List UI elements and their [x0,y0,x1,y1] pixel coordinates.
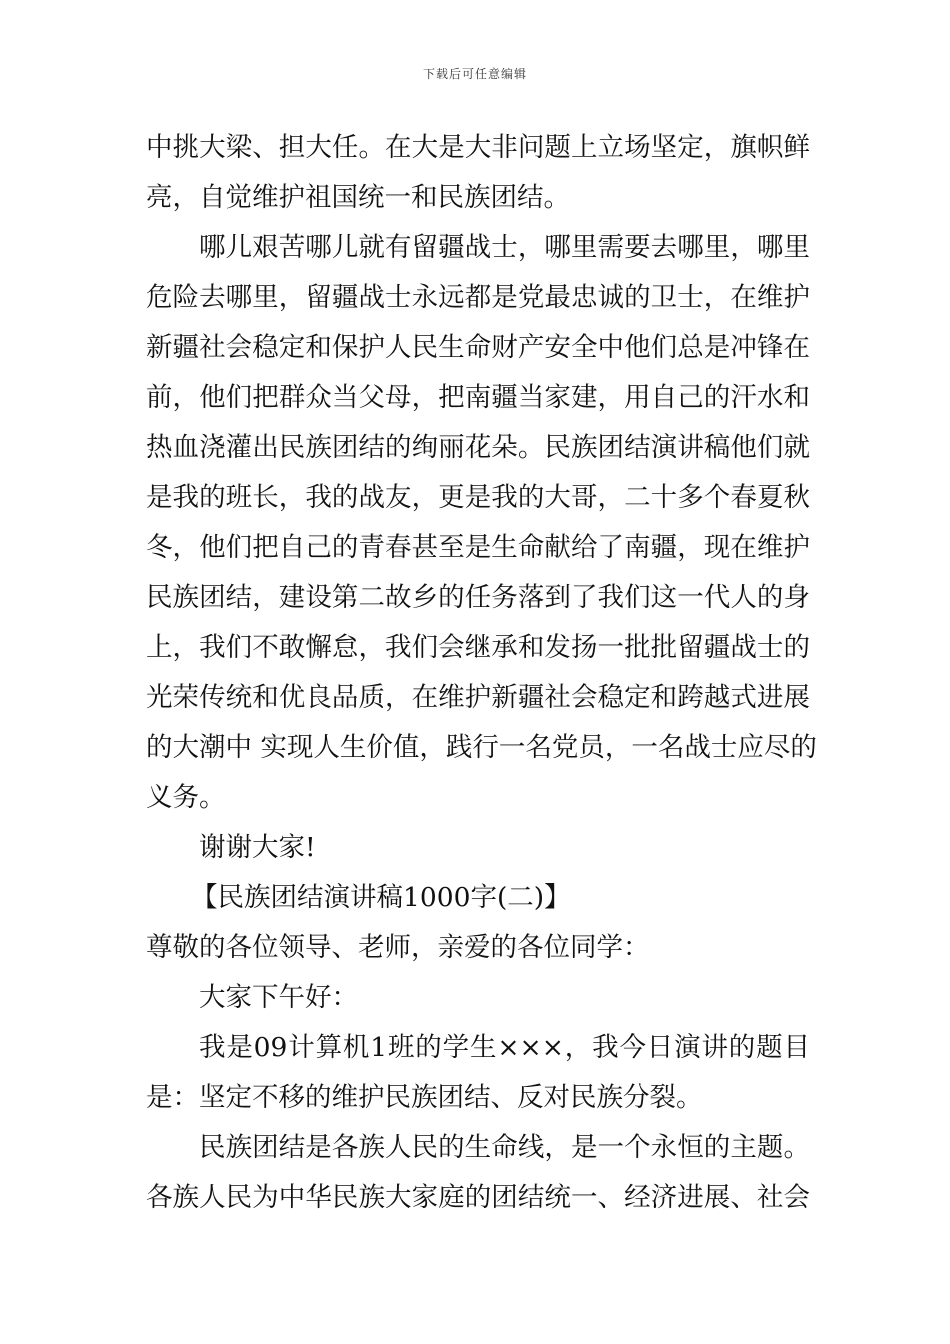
text-line: 是：坚定不移的维护民族团结、反对民族分裂。 [146,1082,703,1113]
text-line: 光荣传统和优良品质，在维护新疆社会稳定和跨越式进展 [146,682,810,713]
text-line: 各族人民为中华民族大家庭的团结统一、经济进展、社会 [146,1182,810,1213]
page-header-note: 下载后可任意编辑 [422,67,527,81]
text-line: 热血浇灌出民族团结的绚丽花朵。民族团结演讲稿他们就 [146,432,810,463]
text-line: 中挑大梁、担大任。在大是大非问题上立场坚定，旗帜鲜 [146,132,810,163]
text-line: 我是09计算机1班的学生×××，我今日演讲的题目 [199,1032,810,1063]
text-line: 民族团结是各族人民的生命线，是一个永恒的主题。 [199,1132,810,1163]
text-line: 亮，自觉维护祖国统一和民族团结。 [146,182,570,213]
text-line: 哪儿艰苦哪儿就有留疆战士，哪里需要去哪里，哪里 [199,232,810,263]
text-line: 民族团结，建设第二故乡的任务落到了我们这一代人的身 [146,582,810,613]
text-line: 危险去哪里，留疆战士永远都是党最忠诚的卫士，在维护 [146,282,810,313]
text-line: 的大潮中 实现人生价值，践行一名党员，一名战士应尽的 [146,732,817,763]
text-line: 尊敬的各位领导、老师，亲爱的各位同学： [146,932,650,963]
text-line: 新疆社会稳定和保护人民生命财产安全中他们总是冲锋在 [146,332,810,363]
section-title: 【民族团结演讲稿1000字(二)】 [191,882,571,913]
text-line: 是我的班长，我的战友，更是我的大哥，二十多个春夏秋 [146,482,810,513]
text-line: 前，他们把群众当父母，把南疆当家建，用自己的汗水和 [146,382,810,413]
document-body [146,123,817,1223]
text-line: 大家下午好： [199,982,358,1013]
text-line: 义务。 [146,782,226,813]
text-line: 上，我们不敢懈怠，我们会继承和发扬一批批留疆战士的 [146,632,810,663]
text-line: 谢谢大家! [199,832,316,863]
text-line: 冬，他们把自己的青春甚至是生命献给了南疆，现在维护 [146,532,810,563]
